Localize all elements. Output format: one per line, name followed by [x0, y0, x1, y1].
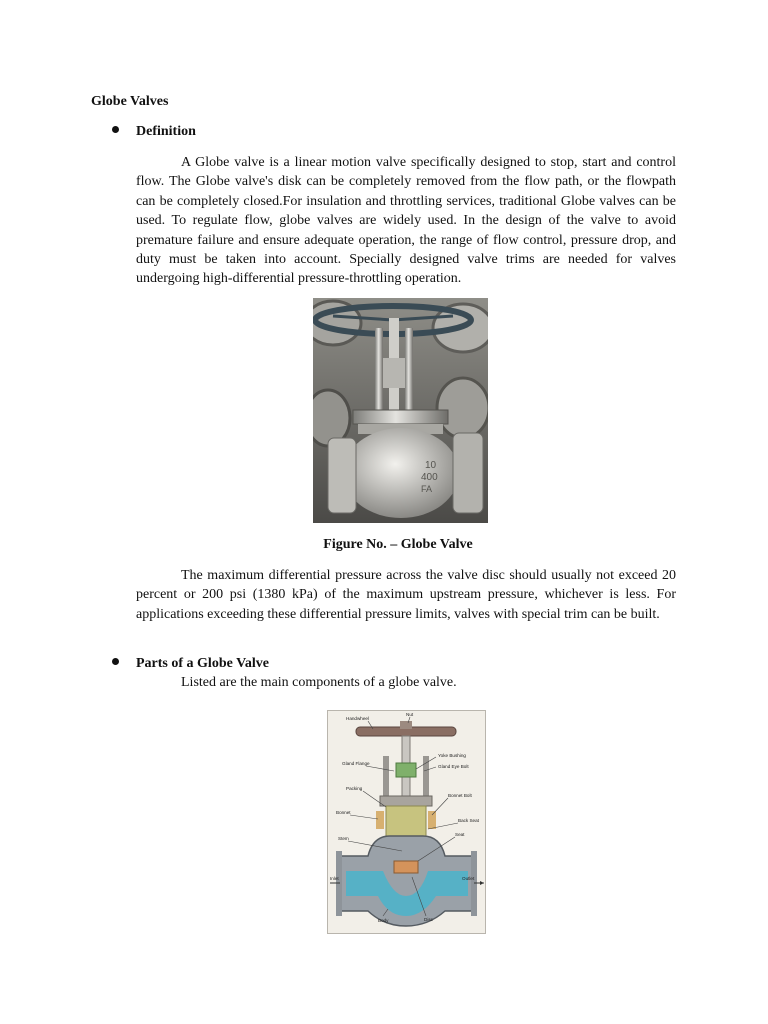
photo-marking: 10	[425, 460, 437, 471]
label-disc: Disc	[424, 917, 433, 922]
globe-valve-diagram	[327, 710, 486, 934]
photo-marking: FA	[421, 484, 433, 494]
label-inlet: Inlet	[330, 876, 339, 881]
label-outlet: Outlet	[462, 876, 475, 881]
differential-pressure-paragraph: The maximum differential pressure across the valve disc should usually not exceed 20 percent or 200 psi (1380 kPa) of the maximum upstream pressure, whichever is less. For applications exceeding these differential pressure limits, valves with special trim can be built.	[136, 568, 676, 622]
bullet-icon	[112, 126, 119, 133]
label-seat: Seat	[455, 832, 465, 837]
section-heading-label: Parts of a Globe Valve	[136, 656, 269, 671]
page-title: Globe Valves	[91, 94, 169, 109]
label-bonnet: Bonnet	[336, 810, 351, 815]
label-yoke-bushing: Yoke Bushing	[438, 753, 466, 758]
label-gland-eye-bolt: Gland Eye Bolt	[438, 764, 469, 769]
label-back-seat: Back Seat	[458, 818, 479, 823]
parts-intro-text: Listed are the main components of a globe valve.	[181, 675, 457, 690]
definition-paragraph: A Globe valve is a linear motion valve specifically designed to stop, start and control flow. The Globe valve's disk can be completely removed from the flow path, or the flowpath can be completely closed.For insulation and throttling services, traditional Globe valves can be used. To regulate flow, globe valves are widely used. In the design of the valve to avoid premature failure and ensure adequate operation, the range of flow control, pressure drop, and duty must be taken into account. Specially designed valve trims are needed for valves undergoing high-differential pressure-throttling operation.	[136, 155, 676, 287]
label-stem: Stem	[338, 836, 349, 841]
label-body: Body	[378, 918, 389, 923]
figure-caption: Figure No. – Globe Valve	[323, 537, 473, 552]
label-handwheel: Handwheel	[346, 716, 369, 721]
section-heading-label: Definition	[136, 124, 196, 139]
section-heading-parts	[112, 656, 269, 672]
photo-marking: 400	[421, 472, 438, 483]
label-bonnet-bolt: Bonnet Bolt	[448, 793, 472, 798]
globe-valve-photo	[313, 298, 488, 523]
bullet-icon	[112, 658, 119, 665]
label-nut: Nut	[406, 712, 414, 717]
section-heading-definition	[112, 124, 196, 140]
label-gland-flange: Gland Flange	[342, 761, 370, 766]
label-packing: Packing	[346, 786, 363, 791]
